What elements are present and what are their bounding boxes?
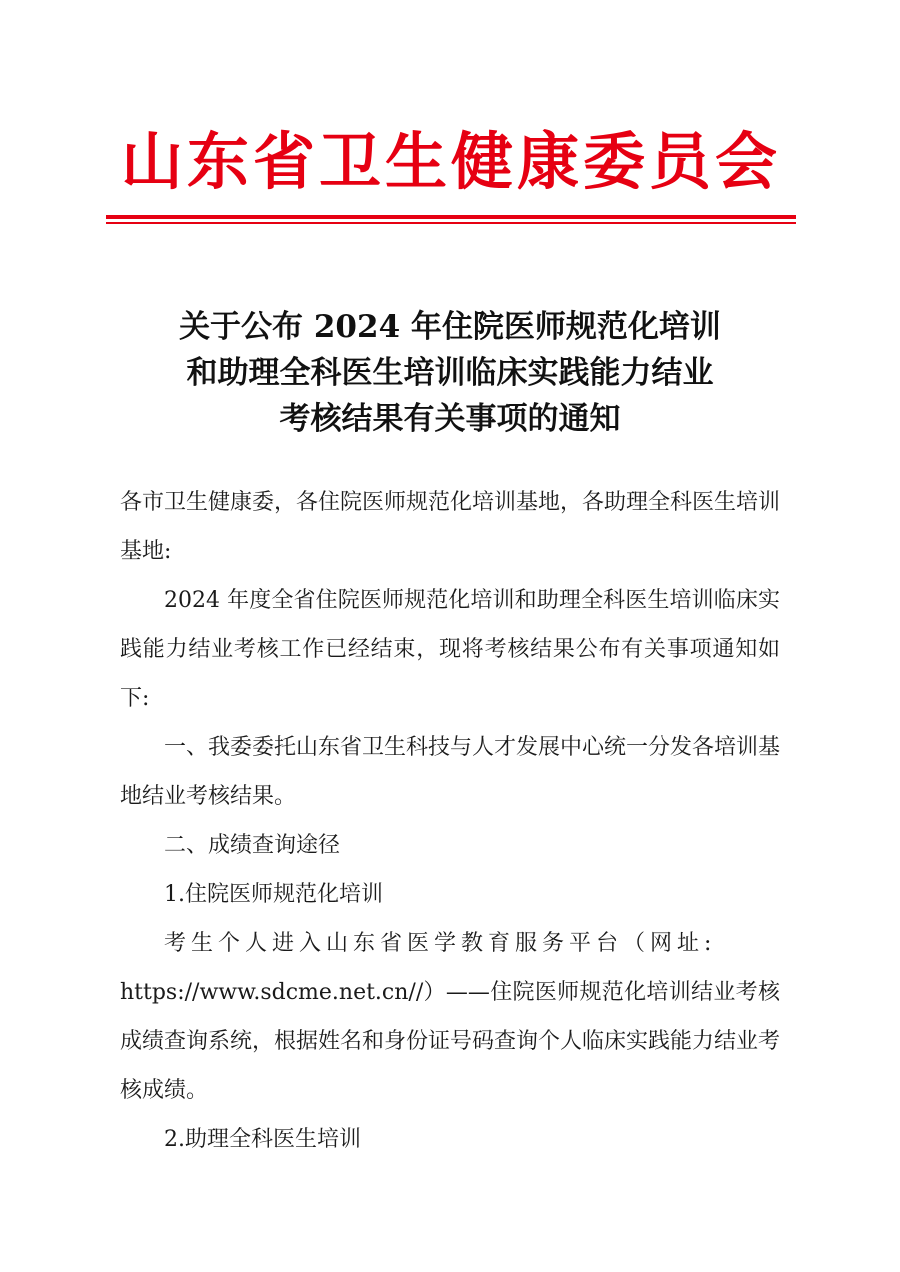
title-line-1: 关于公布 2024 年住院医师规范化培训: [179, 309, 721, 345]
intro-paragraph: 2024 年度全省住院医师规范化培训和助理全科医生培训临床实践能力结业考核工作已经结束，现将考核结果公布有关事项通知如下:: [120, 588, 780, 711]
masthead-rule-thin: [106, 222, 796, 224]
issuer-masthead: 山东省卫生健康委员会: [120, 125, 781, 198]
item-1-paragraph-rest: https://www.sdcme.net.cn//）——住院医师规范化培训结业考核成绩查询系统，根据姓名和身份证号码查询个人临床实践能力结业考核成绩。: [120, 980, 781, 1103]
title-line-2: 和助理全科医生培训临床实践能力结业: [186, 355, 714, 391]
title-line-3: 考核结果有关事项的通知: [279, 401, 621, 437]
notice-title: [100, 304, 800, 442]
masthead-rule-thick: [106, 215, 796, 219]
item-1-paragraph-lead: 考生个人进入山东省医学教育服务平台（网址:: [164, 931, 717, 956]
item-1-heading: 1.住院医师规范化培训: [164, 882, 383, 907]
notice-body: [120, 478, 780, 1164]
addressee: 各市卫生健康委，各住院医师规范化培训基地，各助理全科医生培训基地:: [120, 490, 781, 564]
item-2-heading: 2.助理全科医生培训: [164, 1127, 361, 1152]
section-2-heading: 二、成绩查询途径: [164, 833, 341, 858]
section-1-paragraph: 一、我委委托山东省卫生科技与人才发展中心统一分发各培训基地结业考核结果。: [120, 735, 781, 809]
